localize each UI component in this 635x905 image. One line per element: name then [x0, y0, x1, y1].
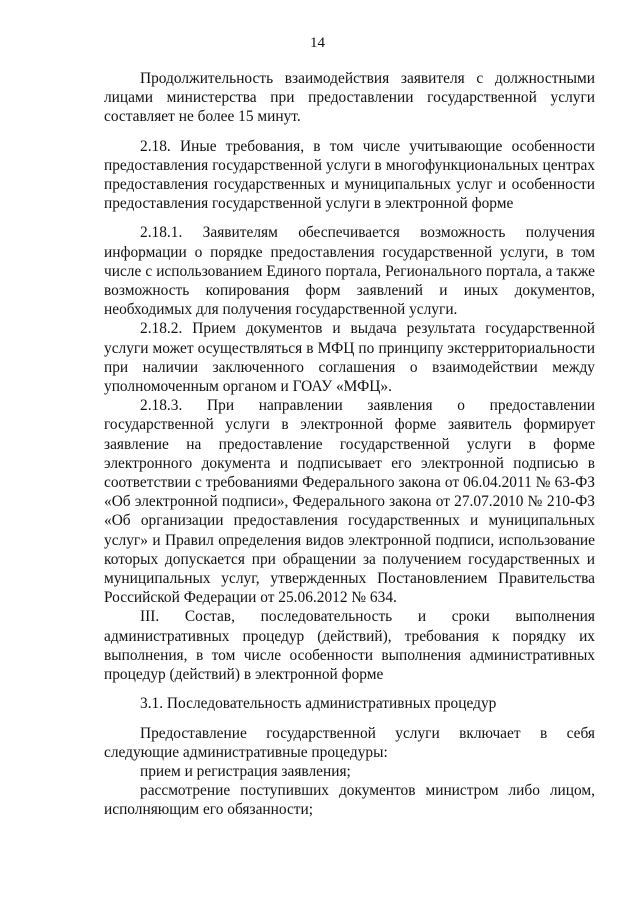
- document-body: [104, 69, 595, 820]
- list-item-reception: прием и регистрация заявления;: [140, 762, 351, 780]
- page-number: 14: [310, 35, 325, 51]
- paragraph-2-18-1: 2.18.1. Заявителям обеспечивается возможность получения информации о порядке предоставления государственной услуги, в том числе с использованием Единого портала, Регионального портала, а также возможность копирования форм заявлений и иных документов, необходимых для получения государственной услуги.: [104, 224, 595, 319]
- list-item-review: рассмотрение поступивших документов министром либо лицом, исполняющим его обязанности;: [104, 782, 595, 819]
- subsection-heading-3-1: 3.1. Последовательность административных процедур: [140, 695, 497, 713]
- paragraph-2-18-2: 2.18.2. Прием документов и выдача результата государственной услуги может осуществляться в МФЦ по принципу экстерриториальности при наличии заключенного соглашения о взаимодействии между уполномоченным органом и ГОАУ «МФЦ».: [104, 320, 595, 396]
- paragraph-procedures-intro: Предоставление государственной услуги включает в себя следующие административные процедуры:: [104, 724, 595, 761]
- paragraph-2-18: 2.18. Иные требования, в том числе учитывающие особенности предоставления государственной услуги в многофункциональных центрах предоставления государственных и муниципальных услуг и особенности предоставления государственной услуги в электронной форме: [104, 137, 595, 213]
- section-heading-iii: III. Состав, последовательность и сроки выполнения административных процедур (действий), требования к порядку их выполнения, в том числе особенности выполнения административных процедур (действий) в электронной форме: [104, 608, 595, 684]
- paragraph-2-18-3: 2.18.3. При направлении заявления о предоставлении государственной услуги в электронной форме заявитель формирует заявление на предоставление государственной услуги в форме электронного документа и подписывает его электронной подписью в соответствии с требованиями Федерального закона от 06.04.2011 № 63-ФЗ «Об электронной подписи», Федерального закона от 27.07.2010 № 210-ФЗ «Об организации предоставления государственных и муниципальных услуг» и Правил определения видов электронной подписи, использование которых допускается при обращении за получением государственных и муниципальных услуг, утвержденных Постановлением Правительства Российской Федерации от 25.06.2012 № 634.: [104, 397, 595, 607]
- paragraph-duration: Продолжительность взаимодействия заявителя с должностными лицами министерства при предоставлении государственной услуги составляет не более 15 минут.: [104, 70, 595, 126]
